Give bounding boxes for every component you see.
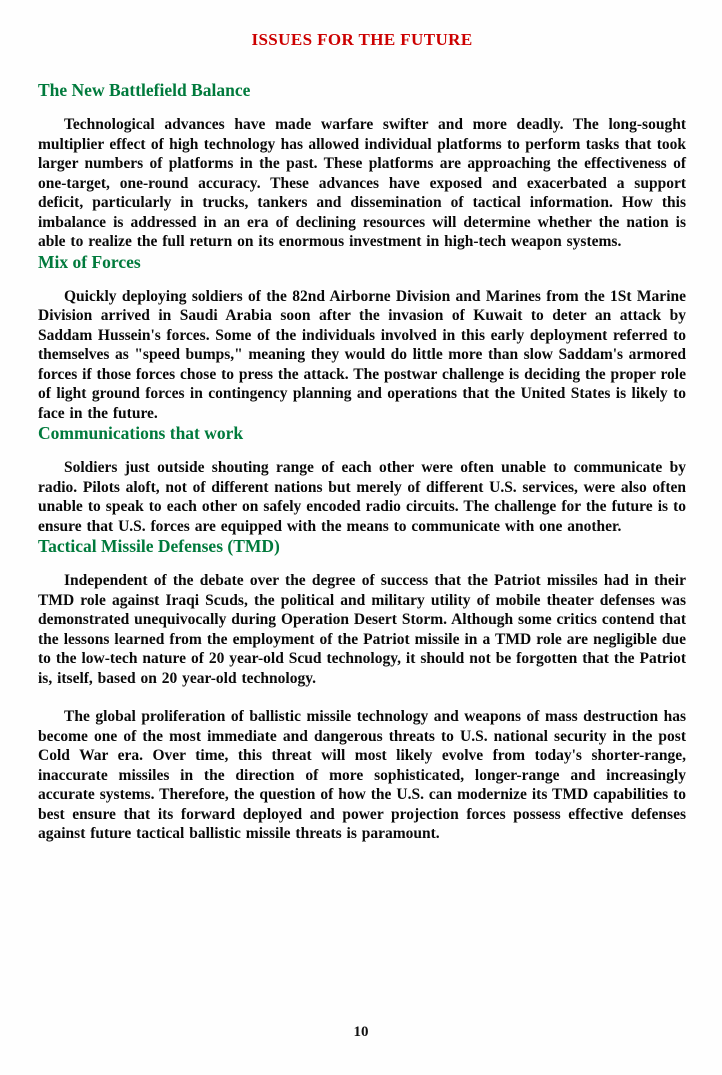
section-heading-tmd: Tactical Missile Defenses (TMD) (38, 536, 280, 556)
section-heading-communications: Communications that work (38, 423, 244, 443)
paragraph: Quickly deploying soldiers of the 82nd Airborne Division and Marines from the 1St Marine Division arrived in Saudi Arabia soon after the invasion of Kuwait to deter an attack by Saddam Hussein's forces. Some of the individuals involved in this early deployment referred to themselves as "speed bumps," meaning they would do little more than slow Saddam's armored forces if those forces chose to press the attack. The postwar challenge is deciding the proper role of light ground forces in contingency planning and operations that the United States is likely to face in the future. (38, 287, 686, 422)
section-communications (38, 423, 686, 536)
section-heading-mix-of-forces: Mix of Forces (38, 251, 141, 272)
paragraph: Independent of the debate over the degree of success that the Patriot missiles had in their TMD role against Iraqi Scuds, the political and military utility of mobile theater defenses was demonstrated unequivocally during Operation Desert Storm. Although some critics contend that the lessons learned from the employment of the Patriot missile in a TMD role are negligible due to the low-tech nature of 20 year-old Scud technology, it should not be forgotten that the Patriot is, itself, based on 20 year-old technology. (38, 572, 686, 687)
paragraph: The global proliferation of ballistic missile technology and weapons of mass destruction has become one of the most immediate and dangerous threats to U.S. national security in the post Cold War era. Over time, this threat will most likely evolve from today's shorter-range, inaccurate missiles in the direction of more sophisticated, longer-range and increasingly accurate systems. Therefore, the question of how the U.S. can modernize its TMD capabilities to best ensure that its forward deployed and power projection forces possess effective defenses against future tactical ballistic missile threats is paramount. (38, 708, 686, 842)
page-title: ISSUES FOR THE FUTURE (251, 30, 473, 49)
paragraph: Technological advances have made warfare swifter and more deadly. The long-sought multiplier effect of high technology has allowed individual platforms to perform tasks that took larger numbers of platforms in the past. These platforms are approaching the effectiveness of one-target, one-round accuracy. These advances have exposed and exacerbated a support deficit, particularly in trucks, tankers and dissemination of tactical information. How this imbalance is addressed in an era of declining resources will determine whether the nation is able to realize the full return on its enormous investment in high-tech weapon systems. (38, 116, 686, 250)
section-mix-of-forces (38, 252, 686, 424)
section-tactical-missile-defenses (38, 536, 686, 844)
section-heading-battlefield-balance: The New Battlefield Balance (38, 80, 251, 100)
page-number: 10 (353, 1024, 369, 1040)
section-battlefield-balance (38, 80, 686, 252)
paragraph: Soldiers just outside shouting range of each other were often unable to communicate by radio. Pilots aloft, not of different nations but merely of different U.S. services, were also often unable to speak to each other on safely encoded radio circuits. The challenge for the future is to ensure that U.S. forces are equipped with the means to communicate with one another. (38, 459, 686, 535)
